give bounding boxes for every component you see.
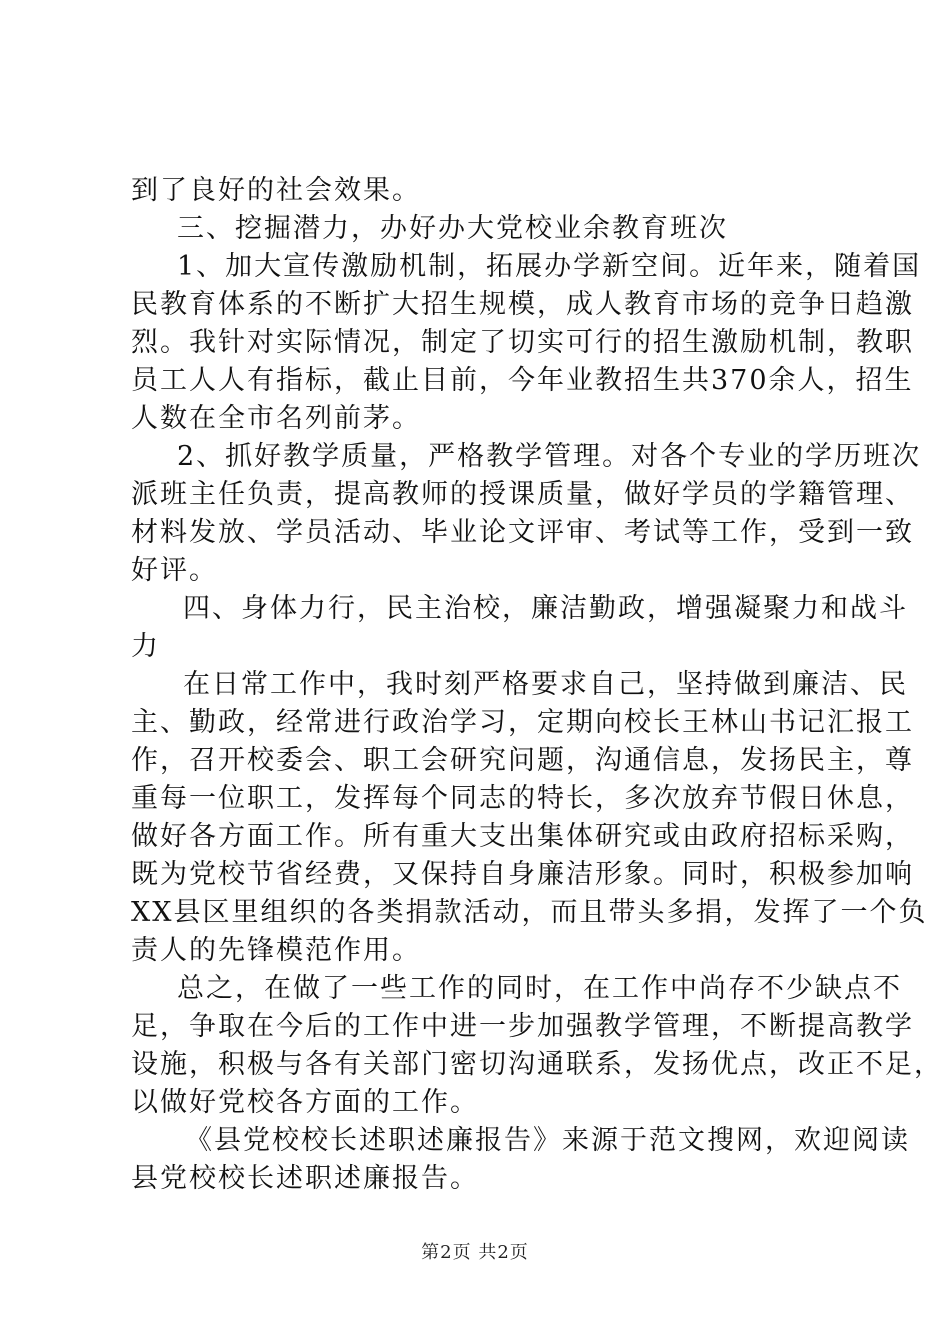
paragraph-line: 作，召开校委会、职工会研究问题，沟通信息，发扬民主，尊 <box>131 745 914 776</box>
paragraph-line: 总之，在做了一些工作的同时，在工作中尚存不少缺点不 <box>177 973 902 1004</box>
paragraph-line: 员工人人有指标，截止目前，今年业教招生共370余人，招生 <box>131 365 914 396</box>
source-note-line: 县党校校长述职述廉报告。 <box>131 1163 479 1194</box>
paragraph-line: 做好各方面工作。所有重大支出集体研究或由政府招标采购， <box>131 821 914 852</box>
paragraph-line: 责人的先锋模范作用。 <box>131 935 421 966</box>
paragraph-line: 以做好党校各方面的工作。 <box>131 1087 479 1118</box>
paragraph-line: 材料发放、学员活动、毕业论文评审、考试等工作，受到一致 <box>131 517 914 548</box>
section-heading-4-continuation: 力 <box>131 631 160 662</box>
paragraph-line: 到了良好的社会效果。 <box>131 175 421 206</box>
paragraph-line: XX县区里组织的各类捐款活动，而且带头多捐，发挥了一个负 <box>131 897 928 928</box>
paragraph-line: 设施，积极与各有关部门密切沟通联系，发扬优点，改正不足， <box>131 1049 943 1080</box>
paragraph-line: 2、抓好教学质量，严格教学管理。对各个专业的学历班次 <box>177 441 922 472</box>
paragraph-line: 1、加大宣传激励机制，拓展办学新空间。近年来，随着国 <box>177 251 922 282</box>
paragraph-line: 民教育体系的不断扩大招生规模，成人教育市场的竞争日趋激 <box>131 289 914 320</box>
paragraph-line: 足，争取在今后的工作中进一步加强教学管理，不断提高教学 <box>131 1011 914 1042</box>
paragraph-line: 重每一位职工，发挥每个同志的特长，多次放弃节假日休息， <box>131 783 914 814</box>
paragraph-line: 人数在全市名列前茅。 <box>131 403 421 434</box>
section-heading-4: 四、身体力行，民主治校，廉洁勤政，增强凝聚力和战斗 <box>183 593 908 624</box>
paragraph-line: 派班主任负责，提高教师的授课质量，做好学员的学籍管理、 <box>131 479 914 510</box>
source-note-line: 《县党校校长述职述廉报告》来源于范文搜网，欢迎阅读 <box>185 1125 910 1156</box>
paragraph-line: 烈。我针对实际情况，制定了切实可行的招生激励机制，教职 <box>131 327 914 358</box>
page-number-footer: 第2页 共2页 <box>421 1242 529 1263</box>
paragraph-line: 主、勤政，经常进行政治学习，定期向校长王林山书记汇报工 <box>131 707 914 738</box>
paragraph-line: 既为党校节省经费，又保持自身廉洁形象。同时，积极参加响 <box>131 859 914 890</box>
paragraph-line: 在日常工作中，我时刻严格要求自己，坚持做到廉洁、民 <box>183 669 908 700</box>
paragraph-line: 好评。 <box>131 555 218 586</box>
section-heading-3: 三、挖掘潜力，办好办大党校业余教育班次 <box>177 213 728 244</box>
document-body <box>131 172 943 1198</box>
